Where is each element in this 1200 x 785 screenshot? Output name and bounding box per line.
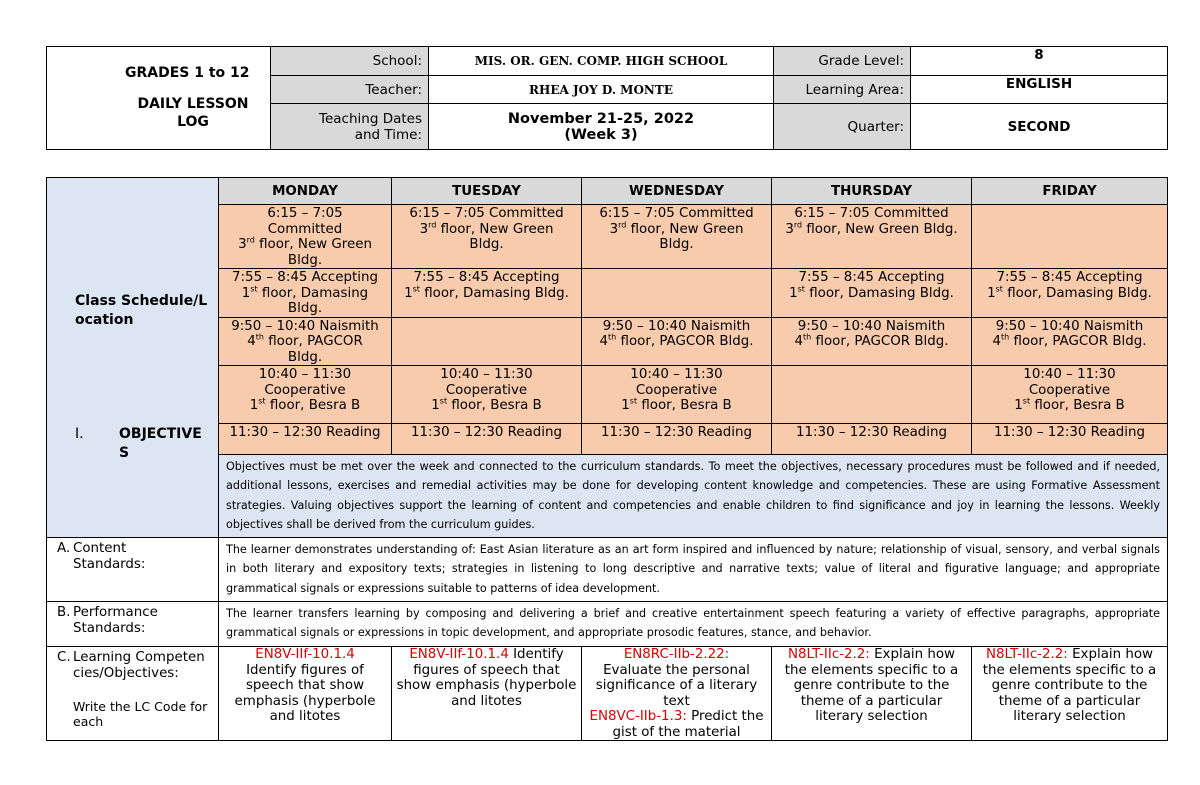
schedule-cell: 10:40 – 11:30 Cooperative 1st floor, Besra B (392, 366, 582, 424)
day-header-friday: FRIDAY (972, 178, 1168, 205)
day-header-monday: MONDAY (219, 178, 392, 205)
dates-line1: November 21-25, 2022 (507, 110, 695, 127)
schedule-cell: 11:30 – 12:30 Reading (772, 424, 972, 455)
objectives-heading (75, 425, 211, 463)
log-title (47, 47, 271, 150)
content-standards-text: The learner demonstrates understanding of: East Asian literature as an art form inspired and influenced by nature; relationship of visual, sensory, and verbal signals in both literary and expository texts; strategies in listening to long descriptive and narrative texts; value of literal and figurative language; and appropriate grammatical signals or expressions suitable to patterns of idea development. (219, 538, 1168, 602)
objectives-label: OBJECTIVES (119, 426, 202, 461)
performance-label: Performance Standards: (73, 605, 158, 636)
schedule-cell: 9:50 – 10:40 Naismith 4th floor, PAGCOR Bldg. (972, 317, 1168, 366)
competencies-letter: C. (57, 650, 71, 665)
lc-code: EN8V-IIf-10.1.4 (409, 647, 509, 662)
schedule-cell: 9:50 – 10:40 Naismith 4th floor, PAGCOR Bldg. (219, 317, 392, 366)
dates-value (429, 104, 774, 150)
lc-code: N8LT-IIc-2.2: (985, 647, 1068, 662)
schedule-cell: 6:15 – 7:05 Committed 3rd floor, New Green Bldg. (392, 205, 582, 269)
objectives-num: I. (75, 426, 84, 442)
schedule-cell: 6:15 – 7:05 Committed 3rd floor, New Green Bldg. (582, 205, 772, 269)
day-header-thursday: THURSDAY (772, 178, 972, 205)
content-label: Content Standards: (73, 541, 146, 572)
lc-code: EN8V-IIf-10.1.4 (255, 647, 355, 662)
lc-code: EN8RC-IIb-2.22: (623, 647, 730, 662)
teacher-value: RHEA JOY D. MONTE (429, 76, 774, 104)
title-line1: GRADES 1 to 12 (125, 65, 250, 81)
performance-letter: B. (57, 605, 71, 620)
schedule-cell (582, 269, 772, 318)
schedule-cell: 9:50 – 10:40 Naismith 4th floor, PAGCOR Bldg. (582, 317, 772, 366)
schedule-cell: 11:30 – 12:30 Reading (392, 424, 582, 455)
schedule-cell (972, 205, 1168, 269)
dates-label-text: Teaching Dates and Time: (319, 110, 422, 143)
competency-monday (219, 647, 392, 741)
objectives-text: Objectives must be met over the week and connected to the curriculum standards. To meet the objectives, necessary procedures must be followed and if needed, additional lessons, exercises and remedial activities may be done for developing content knowledge and competencies. These are using Formative Assessment strategies. Valuing objectives support the learning of content and competencies and enable children to find significance and joy in learning the lessons. Weekly objectives shall be derived from the curriculum guides. (219, 455, 1168, 538)
day-header-wednesday: WEDNESDAY (582, 178, 772, 205)
schedule-cell: 11:30 – 12:30 Reading (582, 424, 772, 455)
schedule-cell (772, 366, 972, 424)
schedule-cell: 10:40 – 11:30 Cooperative 1st floor, Besra B (219, 366, 392, 424)
school-value: MIS. OR. GEN. COMP. HIGH SCHOOL (429, 47, 774, 76)
competencies-label-cell (47, 647, 219, 741)
schedule-cell: 7:55 – 8:45 Accepting 1st floor, Damasing Bldg. (772, 269, 972, 318)
competency-tuesday (392, 647, 582, 741)
lc-text: Evaluate the personal significance of a literary text (595, 662, 758, 709)
dates-line2: (Week 3) (564, 126, 638, 143)
schedule-cell: 6:15 – 7:05 Committed 3rd floor, New Green Bldg. (772, 205, 972, 269)
lc-text: Explain how the elements specific to a genre contribute to the theme of a particular literary selection (982, 647, 1157, 724)
lc-text: Identify figures of speech that show emphasis (hyperbole and litotes (234, 662, 376, 724)
performance-standards-text: The learner transfers learning by composing and delivering a brief and creative entertainment speech featuring a variety of effective paragraphs, appropriate grammatical signals or expressions in topic development, and appropriate prosodic features, stance, and behavior. (219, 602, 1168, 647)
area-value: ENGLISH (911, 76, 1168, 104)
schedule-cell: 10:40 – 11:30 Cooperative 1st floor, Besra B (972, 366, 1168, 424)
lc-text: Identify figures of speech that show emphasis (hyperbole and litotes (396, 647, 577, 709)
teacher-label: Teacher: (271, 76, 429, 104)
competencies-label: Learning Competencies/Objectives: (73, 650, 205, 681)
schedule-cell (392, 317, 582, 366)
performance-standards-label (47, 602, 219, 647)
lc-text: Explain how the elements specific to a genre contribute to the theme of a particular literary selection (784, 647, 959, 724)
quarter-value: SECOND (911, 104, 1168, 150)
schedule-cell: 11:30 – 12:30 Reading (972, 424, 1168, 455)
content-standards-label (47, 538, 219, 602)
dates-label (271, 104, 429, 150)
competency-thursday (772, 647, 972, 741)
area-label: Learning Area: (774, 76, 911, 104)
schedule-cell: 7:55 – 8:45 Accepting 1st floor, Damasing Bldg. (219, 269, 392, 318)
content-letter: A. (57, 541, 71, 556)
day-header-tuesday: TUESDAY (392, 178, 582, 205)
competency-wednesday (582, 647, 772, 741)
lc-code-2: EN8VC-IIb-1.3: (589, 709, 687, 724)
lc-text-2: Predict the gist of the material (612, 709, 764, 740)
grade-label: Grade Level: (774, 47, 911, 76)
schedule-cell: 7:55 – 8:45 Accepting 1st floor, Damasing Bldg. (972, 269, 1168, 318)
competencies-sublabel: Write the LC Code for each (73, 699, 208, 729)
schedule-cell: 9:50 – 10:40 Naismith 4th floor, PAGCOR Bldg. (772, 317, 972, 366)
lc-code: N8LT-IIc-2.2: (787, 647, 870, 662)
schedule-cell: 10:40 – 11:30 Cooperative 1st floor, Besra B (582, 366, 772, 424)
competency-friday (972, 647, 1168, 741)
schedule-label: Class Schedule/Location (75, 293, 208, 328)
title-line2: DAILY LESSON LOG (137, 96, 249, 130)
school-label: School: (271, 47, 429, 76)
schedule-cell: 6:15 – 7:05 Committed 3rd floor, New Green Bldg. (219, 205, 392, 269)
header-table (46, 46, 1168, 150)
lesson-table (46, 177, 1168, 741)
competencies-label-wrap (73, 650, 208, 729)
schedule-side-cell (47, 178, 219, 538)
schedule-cell: 7:55 – 8:45 Accepting 1st floor, Damasing Bldg. (392, 269, 582, 318)
quarter-label: Quarter: (774, 104, 911, 150)
grade-value: 8 (911, 47, 1168, 76)
schedule-cell: 11:30 – 12:30 Reading (219, 424, 392, 455)
